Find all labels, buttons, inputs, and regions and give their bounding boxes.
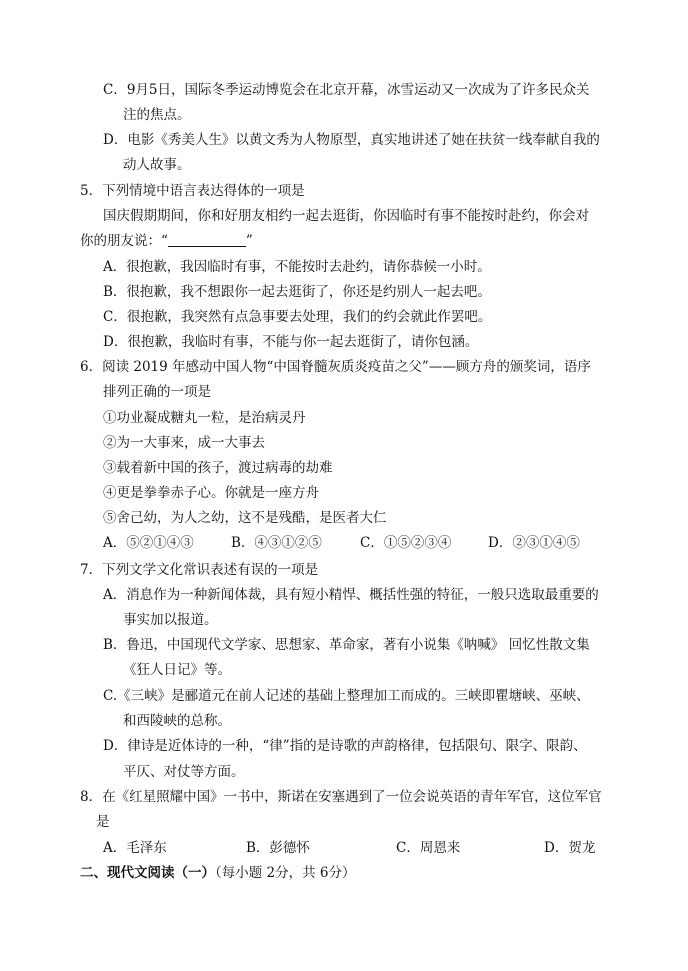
q4-option-c-line1: C．9月5日，国际冬季运动博览会在北京开幕，冰雪运动又一次成为了许多民众关 (103, 82, 590, 98)
q6-sentence-3: ③载着新中国的孩子，渡过病毒的劫难 (103, 460, 333, 476)
q8-option-c: C．周恩来 (396, 840, 461, 856)
q6-sentence-5: ⑤舍己幼，为人之幼，这不是残酷，是医者大仁 (103, 510, 387, 526)
q8-option-d: D．贺龙 (544, 840, 596, 856)
q4-option-c-line2: 注的焦点。 (123, 107, 191, 123)
q5-context-line1: 国庆假期期间，你和好朋友相约一起去逛街，你因临时有事不能按时赴约，你会对 (103, 208, 589, 224)
q6-stem-line2: 排列正确的一项是 (103, 384, 211, 400)
q6-sentence-2: ②为一大事来，成一大事去 (103, 435, 265, 451)
section-2-scoring-note: （每小题 2分，共 6分） (215, 865, 356, 881)
q5-option-c: C．很抱歉，我突然有点急事要去处理，我们的约会就此作罢吧。 (103, 309, 492, 325)
q5-option-b: B．很抱歉，我不想跟你一起去逛街了，你还是约别人一起去吧。 (103, 284, 491, 300)
q8-stem-line2: 是 (96, 814, 110, 830)
q6-stem-line1: 6．阅读 2019 年感动中国人物“中国脊髓灰质炎疫苗之父”——顾方舟的颁奖词，语序 (80, 359, 591, 375)
q7-option-d-line1: D．律诗是近体诗的一种，“律”指的是诗歌的声韵格律，包括限句、限字、限韵、 (103, 738, 587, 754)
q6-sentence-4: ④更是拳拳赤子心。你就是一座方舟 (103, 485, 319, 501)
q6-option-c: C．①⑤②③④ (360, 535, 452, 551)
q5-context-line2-after: ” (245, 233, 253, 249)
q5-context-line2 (80, 231, 253, 251)
q6-sentence-1: ①功业凝成糖丸一粒，是治病灵丹 (103, 410, 306, 426)
q8-option-a: A．毛泽东 (103, 840, 167, 856)
q5-option-a: A．很抱歉，我因临时有事，不能按时去赴约，请你恭候一小时。 (103, 259, 491, 275)
q7-option-a-line1: A．消息作为一种新闻体裁，具有短小精悍、概括性强的特征，一般只选取最重要的 (103, 587, 599, 603)
q7-option-a-line2: 事实加以报道。 (123, 612, 218, 628)
answer-blank (168, 232, 246, 247)
q7-stem: 7．下列文学文化常识表述有误的一项是 (80, 562, 319, 578)
q4-option-d-line1: D．电影《秀美人生》以黄文秀为人物原型，真实地讲述了她在扶贫一线奉献自我的 (103, 132, 600, 148)
q8-stem-line1: 8．在《红星照耀中国》一书中，斯诺在安塞遇到了一位会说英语的青年军官，这位军官 (80, 789, 602, 805)
q5-context-line2-before: 你的朋友说：“ (80, 233, 168, 249)
q5-stem: 5．下列情境中语言表达得体的一项是 (80, 183, 305, 199)
q6-option-d: D．②③①④⑤ (488, 535, 580, 551)
q8-option-b: B．彭德怀 (246, 840, 310, 856)
q4-option-d-line2: 动人故事。 (123, 157, 191, 173)
q7-option-b-line1: B．鲁迅，中国现代文学家、思想家、革命家，著有小说集《呐喊》 回忆性散文集 (103, 637, 590, 653)
q7-option-c-line1: C.《三峡》是郦道元在前人记述的基础上整理加工而成的。三峡即瞿塘峡、巫峡、 (103, 688, 590, 704)
q6-option-b: B．④③①②⑤ (231, 535, 322, 551)
q7-option-b-line2: 《狂人日记》等。 (123, 662, 231, 678)
q7-option-d-line2: 平仄、对仗等方面。 (123, 764, 245, 780)
section-2-heading (80, 863, 356, 883)
q5-option-d: D．很抱歉，我临时有事，不能与你一起去逛街了，请你包涵。 (103, 334, 479, 350)
section-2-title: 二、现代文阅读（一） (80, 865, 215, 881)
q7-option-c-line2: 和西陵峡的总称。 (123, 713, 231, 729)
q6-option-a: A．⑤②①④③ (103, 535, 194, 551)
